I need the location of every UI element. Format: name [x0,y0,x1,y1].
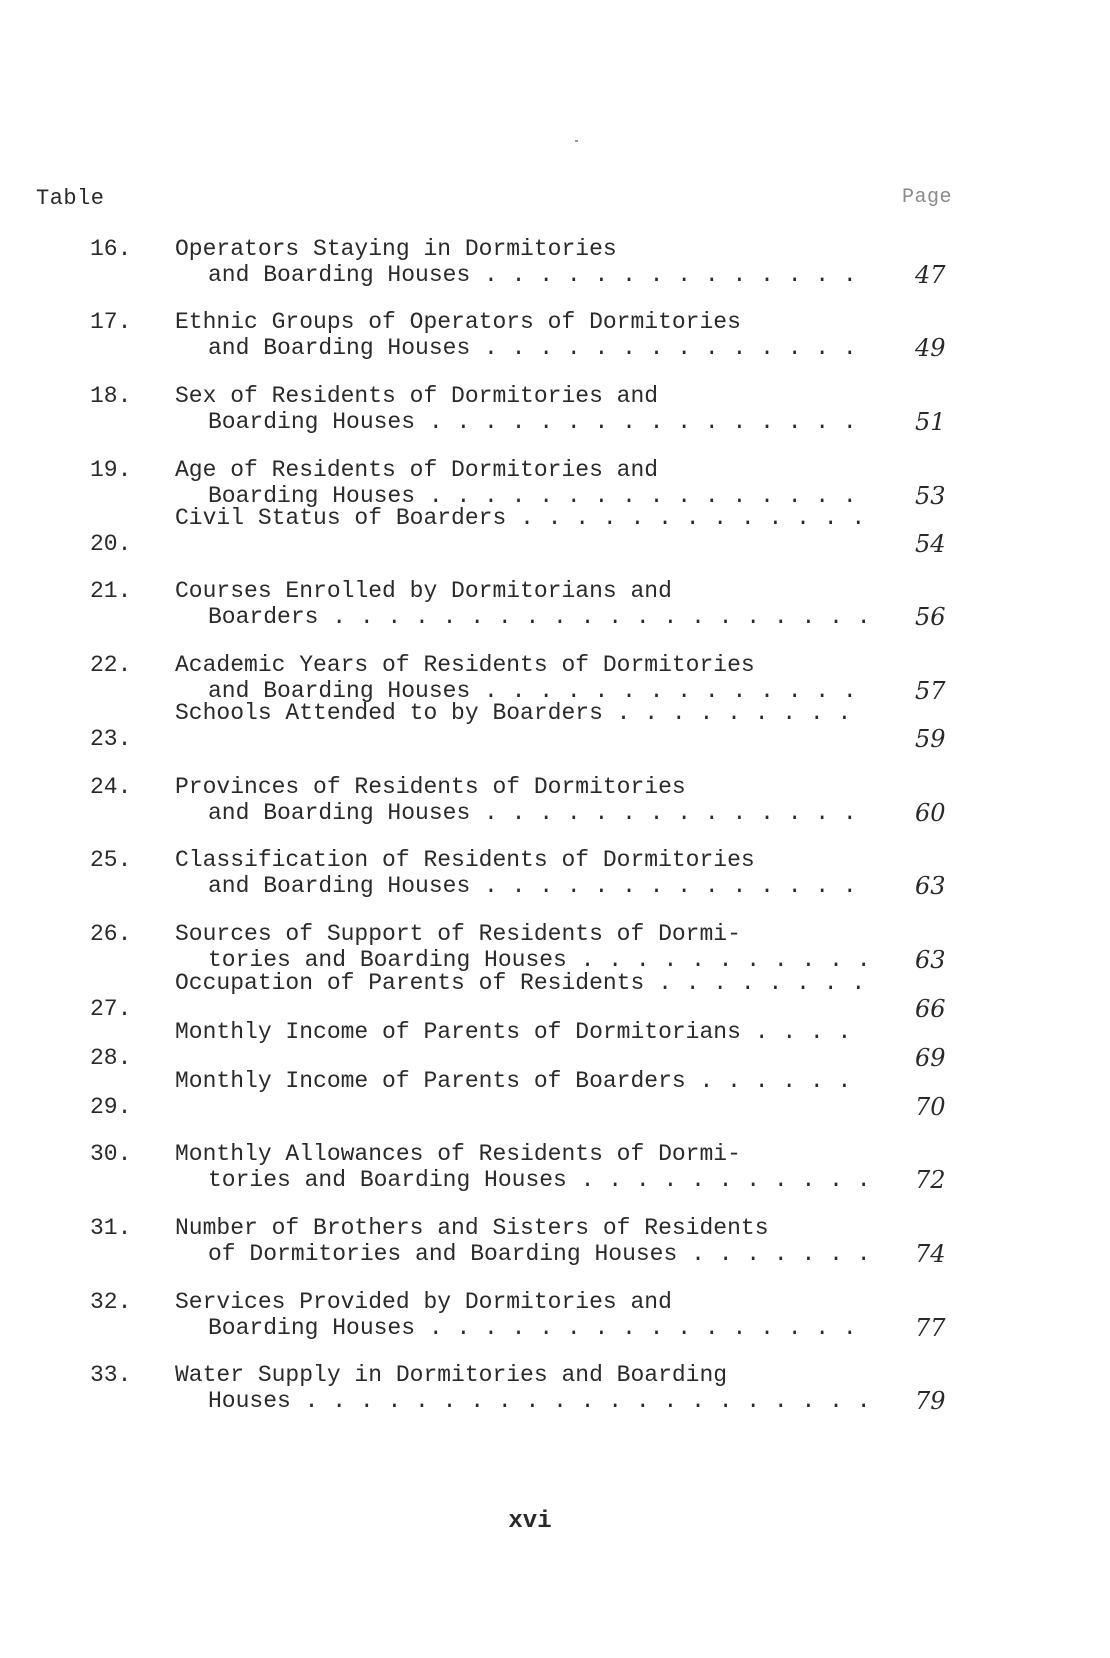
entry-title-line2: Monthly Income of Parents of Dormitorians . . . [175,1019,865,1045]
entry-number: 18. [90,383,132,409]
entry-number: 21. [90,578,132,604]
entry-title-line1: Courses Enrolled by Dormitorians and [175,578,672,604]
scan-speck [575,140,578,142]
entry-title [175,652,865,704]
entry-page: 57 [915,677,946,705]
page-column-header: Page [901,186,952,209]
entry-number: 20. [90,531,132,557]
entry-page: 69 [915,1044,946,1072]
entry-page: 54 [915,530,946,558]
entry-title-line2: Boarding Houses . . . [175,1315,865,1341]
entry-number: 31. [90,1215,132,1241]
entry-title [175,236,865,288]
entry-number: 28. [90,1045,132,1071]
entry-number: 33. [90,1362,132,1388]
entry-title-line2: tories and Boarding Houses . . . [175,947,865,973]
entry-title [175,1289,865,1341]
entry-page: 53 [915,482,946,510]
entry-title-line1: Number of Brothers and Sisters of Residents [175,1215,769,1241]
entry-title-line2: and Boarding Houses . . . [175,800,865,826]
entry-title [175,383,865,435]
entry-number: 17. [90,309,132,335]
entry-title-line1: Classification of Residents of Dormitories [175,847,755,873]
entry-title-line1: Academic Years of Residents of Dormitories [175,652,755,678]
page-number: xvi [508,1508,552,1535]
entry-page: 49 [915,334,946,362]
entry-page: 63 [915,946,946,974]
entry-title [175,1141,865,1193]
entry-page: 51 [915,408,946,436]
entry-title [175,700,865,726]
entry-title-line1: Services Provided by Dormitories and [175,1289,672,1315]
entry-title-line2: and Boarding Houses . . . [175,678,865,704]
entry-title [175,578,865,630]
entry-title [175,970,865,996]
entry-title [175,457,865,509]
entry-number: 22. [90,652,132,678]
entry-page: 47 [915,261,946,289]
entry-page: 59 [915,725,946,753]
entry-number: 27. [90,996,132,1022]
entry-title [175,505,865,531]
entry-title [175,1068,865,1094]
entry-title-line2: Occupation of Parents of Residents . . . [175,970,865,996]
entry-number: 32. [90,1289,132,1315]
entry-title-line2: Civil Status of Boarders . . . [175,505,865,531]
entry-page: 77 [915,1314,946,1342]
entry-title-line2: of Dormitories and Boarding Houses . . . [175,1241,865,1267]
entry-title-line2: Boarding Houses . . . [175,483,865,509]
entry-page: 70 [915,1093,946,1121]
entry-title-line2: tories and Boarding Houses . . . [175,1167,865,1193]
entry-title-line2: Monthly Income of Parents of Boarders . . . [175,1068,865,1094]
entry-title [175,1215,865,1267]
entry-number: 30. [90,1141,132,1167]
entry-title-line2: Houses . . . [175,1388,865,1414]
entry-title-line1: Operators Staying in Dormitories [175,236,617,262]
entry-title-line2: Schools Attended to by Boarders . . . [175,700,865,726]
entry-number: 29. [90,1094,132,1120]
entry-page: 63 [915,872,946,900]
entry-page: 66 [915,995,946,1023]
table-column-header: Table [36,186,105,211]
entry-page: 79 [915,1387,946,1415]
entry-number: 25. [90,847,132,873]
entry-title [175,1019,865,1045]
entry-number: 16. [90,236,132,262]
entry-number: 24. [90,774,132,800]
entry-title [175,309,865,361]
entry-title-line2: and Boarding Houses . . . [175,262,865,288]
entry-number: 19. [90,457,132,483]
entry-title-line1: Age of Residents of Dormitories and [175,457,659,483]
entry-title-line1: Ethnic Groups of Operators of Dormitories [175,309,741,335]
entry-title-line2: Boarders . . . [175,604,865,630]
entry-title-line1: Monthly Allowances of Residents of Dormi- [175,1141,741,1167]
entry-page: 74 [915,1240,946,1268]
entry-title-line2: and Boarding Houses . . . [175,873,865,899]
entry-title [175,921,865,973]
entry-title [175,1362,865,1414]
entry-number: 26. [90,921,132,947]
entry-title [175,774,865,826]
entry-title-line1: Sex of Residents of Dormitories and [175,383,659,409]
entry-page: 72 [915,1166,946,1194]
entry-title-line1: Sources of Support of Residents of Dormi- [175,921,741,947]
entry-title-line2: and Boarding Houses . . . [175,335,865,361]
entry-title-line2: Boarding Houses . . . [175,409,865,435]
entry-title-line1: Water Supply in Dormitories and Boarding [175,1362,728,1388]
entry-title-line1: Provinces of Residents of Dormitories [175,774,686,800]
entry-title [175,847,865,899]
entry-page: 56 [915,603,946,631]
entry-number: 23. [90,726,132,752]
entry-page: 60 [915,799,946,827]
